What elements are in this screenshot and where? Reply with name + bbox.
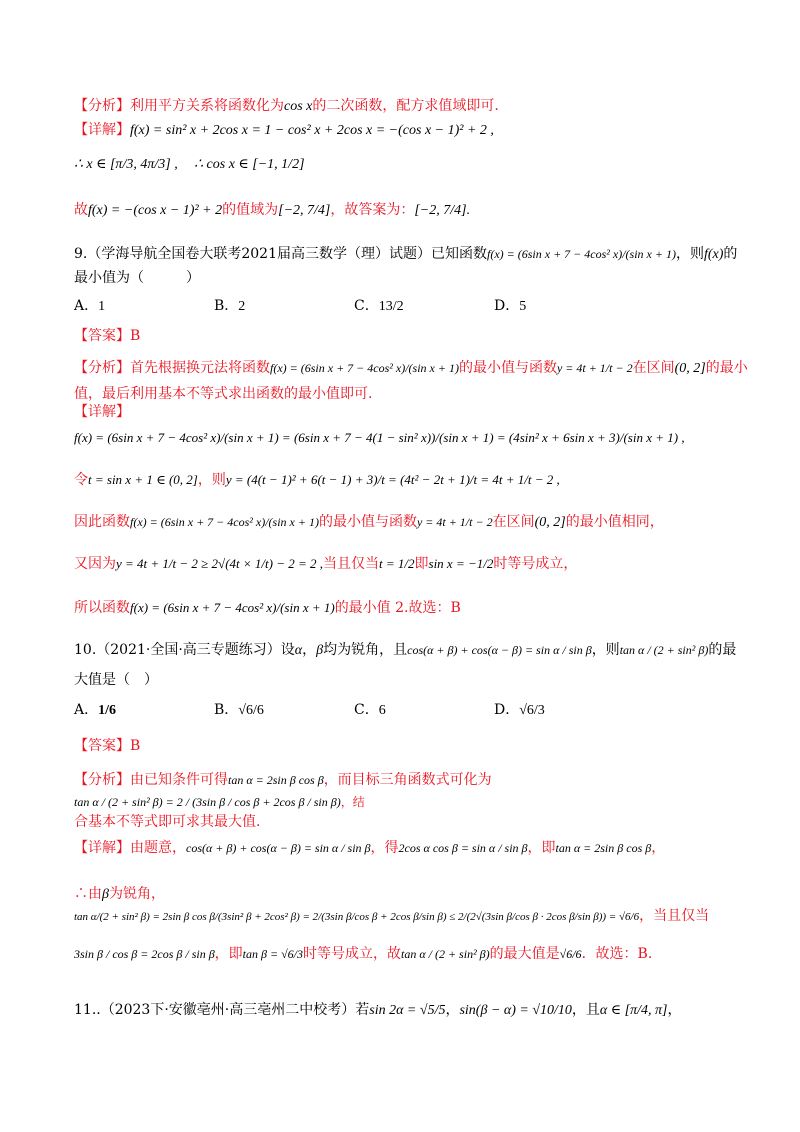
detail-tag: 【详解】 [74,840,130,856]
math-expr: t = 1/2 [379,556,415,571]
analysis-text: 的二次函数，配方求值域即可. [312,98,499,114]
text: 又因为 [74,556,116,572]
text: 大值是（ ） [74,672,158,688]
math-expr: (0, 2] [534,515,566,530]
text: 的最小值与函数 [318,514,417,530]
option-a [74,700,116,721]
math-expr: 2cos α cos β = sin α / sin β [398,841,528,855]
option-value: 2 [238,299,246,314]
analysis-line [74,770,740,790]
math-expr: y = 4t + 1/t − 2 [416,515,493,529]
detail-line-math [74,906,740,927]
text: 在区间 [632,360,675,376]
analysis-line2 [74,384,740,404]
text: ，则 [591,642,620,658]
math-expr: f(x) = (6sin x + 7 − 4cos² x)/(sin x + 1) [130,600,335,615]
detail-line [74,200,740,221]
math-expr: y = (4(t − 1)² + 6(t − 1) + 3)/t = (4t² − 2t + 1)/t = 4t + 1/t − 2 , [225,472,560,487]
text: ，得 [370,840,399,856]
detail-line [74,120,740,141]
text: ，即 [527,840,556,856]
math-expr: β [102,887,109,902]
option-value: √6/6 [238,703,264,718]
text: ， [651,840,666,856]
math-expr: sin x = −1/2 [428,556,494,571]
math-expr: ∴ cos x ∈ [−1, 1/2] [194,157,305,172]
text: ，而目标三角函数式可化为 [323,772,492,788]
analysis-line [74,358,748,379]
analysis-tag: 【分析】 [74,98,130,114]
option-value: 1/6 [98,703,117,718]
math-expr: [−2, 7/4]. [414,203,471,218]
math-expr: (0, 2] [674,361,706,376]
text: 由已知条件可得 [130,772,228,788]
text: 的最 [708,642,737,658]
text: 即 [414,556,429,572]
math-expr: f(x) [703,247,724,262]
text: 的最小值 2.故选：B [334,600,461,616]
text: 的最小值与函数 [458,360,557,376]
text: ，故答案为： [330,202,415,218]
text: ，则 [675,246,704,262]
math-expr: β [316,643,324,658]
option-c [354,700,386,721]
option-label: C． [354,298,379,314]
text: ∴由 [74,886,102,902]
question-10-stem-line2 [74,670,740,690]
option-label: A． [74,702,99,718]
detail-line [74,838,740,858]
math-expr: f(x) = sin² x + 2cos x = 1 − cos² x + 2cos x = −(cos x − 1)² + 2 , [130,123,494,138]
analysis-line [74,96,740,117]
math-expr: tan α/(2 + sin² β) = 2sin β cos β/(3sin² β + 2cos² β) = 2/(3sin β/cos β + 2cos β/sin β) ≤ 2/(2√(3sin β/cos β · 2cos β/sin β)) = √6/6 [74,911,640,923]
answer-line [74,326,740,346]
math-expr: sin(β − α) = √10/10 [459,1003,572,1018]
math-expr: y = 4t + 1/t − 2 [556,361,633,375]
detail-line [74,154,740,175]
text: 值，最后利用基本不等式求出函数的最小值即可. [74,386,373,402]
math-expr: α ∈ [π/4, π] [599,1003,668,1018]
text: ，结 [340,795,365,809]
option-label: C． [354,702,379,718]
text: 时等号成立， [493,556,578,572]
option-b [214,700,264,721]
text: ．故选：B. [581,946,653,962]
math-expr: √6/6 [559,947,582,961]
text: 10.（2021·全国·高三专题练习）设 [74,642,295,658]
math-expr: t = sin x + 1 ∈ (0, 2] [88,472,198,487]
answer-line [74,736,740,756]
option-value: 1 [98,299,106,314]
text: 的 [723,246,738,262]
option-d [494,700,545,721]
option-value: 13/2 [378,299,404,314]
text: 均为锐角，且 [323,642,408,658]
option-value: √6/3 [519,703,545,718]
option-d [494,296,526,317]
text: ，则 [197,472,226,488]
text: 最小值为（ ） [74,270,200,286]
option-b [214,296,245,317]
text: 的值域为 [222,202,279,218]
detail-line [74,428,740,448]
math-expr: [−2, 7/4] [278,203,331,218]
math-expr: tan α = 2sin β cos β [228,773,324,787]
text: ，当且仅当 [639,908,710,924]
text: 合基本不等式即可求其最大值. [74,814,261,830]
option-value: 6 [378,703,386,718]
text: 的最大值是 [489,946,560,962]
math-expr: f(x) = −(cos x − 1)² + 2 [88,203,223,218]
text: 令 [74,472,88,488]
text: 首先根据换元法将函数 [130,360,270,376]
option-label: A． [74,298,99,314]
text: ，且 [571,1002,600,1018]
text: 为锐角， [108,886,165,902]
math-expr: 3sin β / cos β = 2cos β / sin β [74,947,215,961]
option-a [74,296,105,317]
text: 9.（学海导航全国卷大联考2021届高三数学（理）试题）已知函数 [74,246,487,262]
text: ， [667,1002,682,1018]
math-expr: tan α = 2sin β cos β [555,841,652,855]
option-value: 5 [519,299,527,314]
text: 在区间 [492,514,535,530]
math-expr: cos(α + β) + cos(α − β) = sin α / sin β [186,841,371,855]
question-10-stem [74,640,740,661]
option-label: B． [214,702,239,718]
analysis-text: 利用平方关系将函数化为 [130,98,284,114]
text: 时等号成立，故 [303,946,401,962]
text: 的最小 [705,360,748,376]
analysis-line2 [74,812,740,832]
math-expr: tan β = √6/3 [242,947,303,961]
math-expr: tan α / (2 + sin² β) [401,947,490,961]
math-expr: sin 2α = √5/5 [369,1003,446,1018]
detail-tag: 【详解】 [74,404,130,420]
question-9-stem [74,244,740,265]
math-expr: y = 4t + 1/t − 2 ≥ 2√(4t × 1/t) − 2 = 2 , [116,556,324,571]
math-expr: f(x) = (6sin x + 7 − 4cos² x)/(sin x + 1) [270,361,459,375]
detail-line [74,554,740,574]
detail-line [74,512,740,533]
text: ， [445,1002,460,1018]
analysis-line-math [74,792,740,812]
analysis-tag: 【分析】 [74,772,130,788]
math-expr: tan α / (2 + sin² β) [619,643,709,657]
option-c [354,296,404,317]
question-9-stem-line2 [74,268,740,288]
detail-line [74,470,740,490]
option-label: D． [494,702,520,718]
text: 当且仅当 [323,556,380,572]
detail-tag: 【详解】 [74,122,130,138]
math-expr: f(x) = (6sin x + 7 − 4cos² x)/(sin x + 1) = (6sin x + 7 − 4(1 − sin² x))/(sin x + 1) = (4sin² x + 6sin x + 3)/(sin x + 1) , [74,430,685,445]
text: 因此函数 [74,514,130,530]
option-label: B． [214,298,239,314]
analysis-tag: 【分析】 [74,360,130,376]
text: 的最小值相同， [565,514,664,530]
math-expr: f(x) = (6sin x + 7 − 4cos² x)/(sin x + 1) [487,247,676,261]
detail-line [74,884,740,905]
detail-line [74,944,740,964]
detail-tag-line [74,402,740,422]
text: 11..（2023下·安徽亳州·高三亳州二中校考）若 [74,1002,370,1018]
option-label: D． [494,298,520,314]
text: ，即 [214,946,243,962]
answer: 【答案】B [74,738,141,754]
math-expr: f(x) = (6sin x + 7 − 4cos² x)/(sin x + 1) [130,515,319,529]
math-expr: cos(α + β) + cos(α − β) = sin α / sin β [407,643,592,657]
text: 所以函数 [74,600,130,616]
text: 由题意， [130,840,186,856]
question-11-stem [74,1000,740,1021]
text: 故 [74,202,88,218]
math-expr: α [294,643,303,658]
text: ， [302,642,317,658]
math-expr: cos x [284,99,313,114]
answer: 【答案】B [74,328,141,344]
math-expr: tan α / (2 + sin² β) = 2 / (3sin β / cos β + 2cos β / sin β) [74,795,341,809]
math-expr: ∴ x ∈ [π/3, 4π/3] , [74,157,178,172]
detail-line [74,598,740,618]
